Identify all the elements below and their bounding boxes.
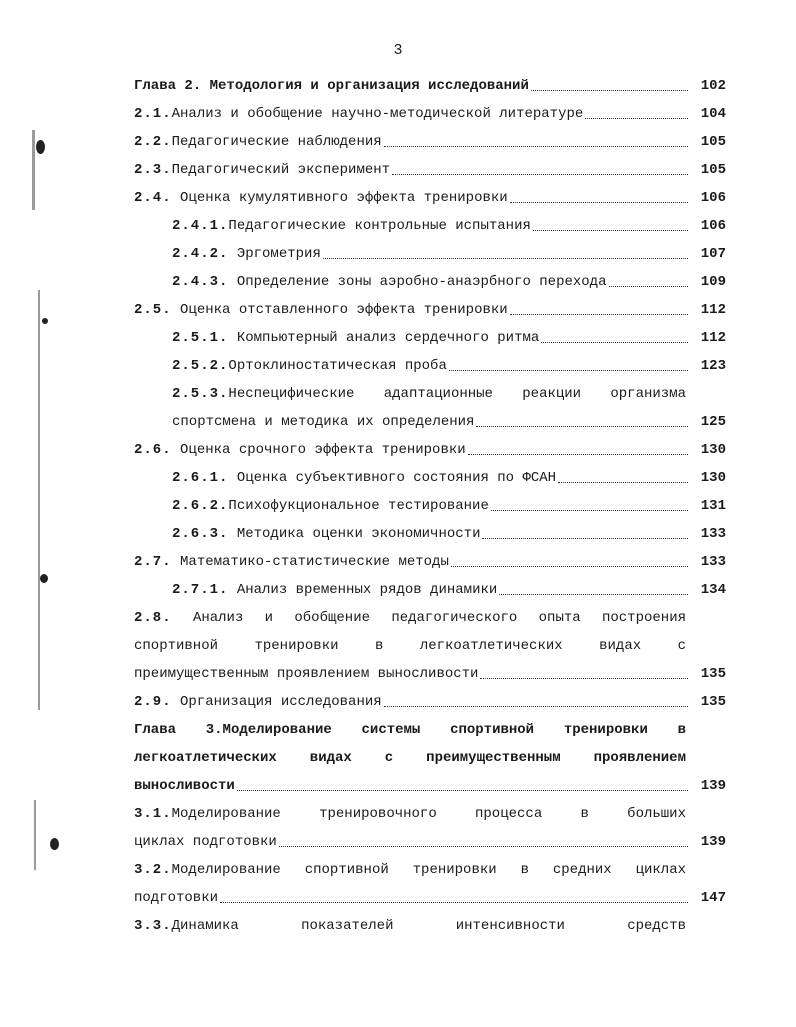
toc-entry-text: Педагогические контрольные испытания [228,218,531,234]
toc-entry-page: 112 [700,330,726,346]
toc-entry-page: 125 [700,414,726,430]
toc-entry-2-6-1 [172,468,726,488]
dot-leader [384,146,688,147]
toc-entry-page: 130 [700,442,726,458]
toc-entry-2-5-3-line-2 [172,412,726,432]
toc-entry-page: 104 [700,106,726,122]
toc-entry-2-4-1 [172,216,726,236]
toc-entry-page: 133 [700,526,726,542]
toc-entry-text: Оценка субъективного состояния по ФСАН [236,470,557,486]
toc-entry-text: Математико-статистические методы [180,554,449,570]
toc-entry-number: 2.6.1. [172,470,229,486]
toc-entry-2-7 [134,552,726,572]
toc-entry-3-1-line-2 [134,832,726,852]
toc-entry-2-8-line-3 [134,664,726,684]
toc-entry-number: 2.8. [134,610,172,626]
toc-entry-number: 2.4.2. [172,246,229,262]
toc-entry-text: Методика оценки экономичности [236,526,481,542]
toc-entry-chapter-3-line-1 [134,720,686,740]
dot-leader [451,566,688,567]
toc-entry-text: Психофукциональное тестирование [228,498,489,514]
toc-entry-text: подготовки [134,890,219,906]
dot-leader [237,790,688,791]
toc-entry-text: циклах подготовки [134,834,277,850]
toc-entry-2-5-1 [172,328,726,348]
toc-entry-page: 135 [700,666,726,682]
scan-edge-mark [32,130,35,210]
dot-leader [499,594,688,595]
toc-entry-3-1-line-1 [134,804,686,824]
toc-entry-number: 2.6. [134,442,172,458]
scan-blot [40,574,48,583]
toc-entry-2-3 [134,160,726,180]
dot-leader [220,902,688,903]
dot-leader [279,846,688,847]
toc-entry-text: Моделирование тренировочного процесса в больших [171,806,686,822]
toc-entry-page: 106 [700,218,726,234]
toc-entry-number: 3.1. [134,806,172,822]
toc-entry-3-2-line-2 [134,888,726,908]
toc-entry-2-5 [134,300,726,320]
dot-leader [558,482,688,483]
dot-leader [510,314,688,315]
dot-leader [392,174,688,175]
toc-entry-2-6-3 [172,524,726,544]
toc-entry-text: преимущественным проявлением выносливости [134,666,479,682]
dot-leader [541,342,688,343]
toc-entry-2-6-2 [172,496,726,516]
toc-entry-text: Динамика показателей интенсивности средств [171,918,686,934]
scan-edge-mark [38,290,40,710]
toc-entry-2-8-line-1 [134,608,686,628]
toc-entry-number: 2.4.1. [172,218,229,234]
toc-entry-number: 3.2. [134,862,172,878]
toc-entry-page: 105 [700,134,726,150]
dot-leader [476,426,688,427]
dot-leader [585,118,688,119]
toc-entry-2-6 [134,440,726,460]
toc-entry-2-8-line-2 [134,636,686,656]
dot-leader [482,538,688,539]
toc-entry-page: 106 [700,190,726,206]
toc-entry-page: 123 [700,358,726,374]
toc-entry-text: Оценка отставленного эффекта тренировки [180,302,508,318]
dot-leader [609,286,689,287]
toc-entry-page: 109 [700,274,726,290]
toc-entry-2-4 [134,188,726,208]
toc-entry-number: 2.7. [134,554,172,570]
dot-leader [468,454,688,455]
toc-entry-text: Определение зоны аэробно-анаэрбного перехода [236,274,607,290]
toc-entry-number: 3.3. [134,918,172,934]
toc-entry-2-1 [134,104,726,124]
toc-entry-text: Эргометрия [236,246,321,262]
toc-entry-number: 2.5.2. [172,358,229,374]
toc-entry-text: Педагогический эксперимент [171,162,391,178]
toc-entry-page: 139 [700,834,726,850]
dot-leader [480,678,688,679]
toc-entry-number: 2.6.3. [172,526,229,542]
toc-entry-page: 133 [700,554,726,570]
toc-entry-page: 130 [700,470,726,486]
toc-entry-2-5-2 [172,356,726,376]
toc-entry-text: Оценка кумулятивного эффекта тренировки [180,190,508,206]
toc-entry-number: 2.5. [134,302,172,318]
dot-leader [510,202,688,203]
toc-entry-number: 2.7.1. [172,582,229,598]
toc-entry-page: 134 [700,582,726,598]
toc-entry-page: 102 [700,78,726,94]
toc-entry-2-4-3 [172,272,726,292]
toc-entry-2-5-3-line-1 [172,384,686,404]
toc-entry-text: Организация исследования [180,694,382,710]
toc-entry-2-7-1 [172,580,726,600]
toc-entry-text: Анализ и обобщение научно-методической литературе [171,106,584,122]
toc-entry-number: 2.4. [134,190,172,206]
toc-entry-2-4-2 [172,244,726,264]
toc-entry-chapter-2 [134,76,726,96]
toc-entry-number: 2.9. [134,694,172,710]
toc-entry-2-9 [134,692,726,712]
toc-entry-text: Анализ и обобщение педагогического опыта построения [192,610,686,626]
toc-entry-page: 112 [700,302,726,318]
page-number: 3 [393,42,403,59]
toc-entry-text: Оценка срочного эффекта тренировки [180,442,466,458]
toc-entry-page: 131 [700,498,726,514]
dot-leader [323,258,688,259]
toc-entry-number: 2.1. [134,106,172,122]
toc-entry-number: 2.5.3. [172,386,229,402]
dot-leader [531,90,688,91]
toc-entry-text: выносливости [134,778,235,794]
toc-entry-page: 135 [700,694,726,710]
toc-entry-text: Компьютерный анализ сердечного ритма [236,330,540,346]
toc-entry-3-3-line-1 [134,916,686,936]
toc-entry-number: 2.6.2. [172,498,229,514]
toc-entry-text: Анализ временных рядов динамики [236,582,498,598]
scan-edge-mark [34,800,36,870]
scan-blot [42,318,48,324]
toc-entry-number: 2.5.1. [172,330,229,346]
dot-leader [449,370,688,371]
toc-entry-chapter-3-line-2 [134,748,686,768]
dot-leader [491,510,688,511]
toc-entry-number: 2.2. [134,134,172,150]
toc-entry-chapter-3-line-3 [134,776,726,796]
toc-entry-text: спортсмена и методика их определения [172,414,475,430]
toc-entry-text: Педагогические наблюдения [171,134,382,150]
toc-entry-text: Глава 2. Методология и организация исследований [134,78,529,94]
scan-blot [50,838,59,850]
toc-entry-text: Глава 3.Моделирование системы спортивной тренировки в [134,722,686,738]
toc-entry-number: 2.4.3. [172,274,229,290]
dot-leader [533,230,688,231]
toc-entry-page: 147 [700,890,726,906]
toc-entry-page: 107 [700,246,726,262]
toc-entry-text: спортивной тренировки в легкоатлетических видах с [134,638,686,654]
toc-entry-2-2 [134,132,726,152]
toc-entry-text: легкоатлетических видах с преимущественным проявлением [134,750,686,766]
toc-entry-page: 139 [700,778,726,794]
toc-entry-page: 105 [700,162,726,178]
toc-entry-text: Моделирование спортивной тренировки в средних циклах [171,862,686,878]
dot-leader [384,706,688,707]
toc-entry-text: Ортоклиностатическая проба [228,358,447,374]
scan-blot [36,140,45,154]
toc-entry-text: Неспецифические адаптационные реакции организма [228,386,686,402]
toc-entry-3-2-line-1 [134,860,686,880]
toc-entry-number: 2.3. [134,162,172,178]
